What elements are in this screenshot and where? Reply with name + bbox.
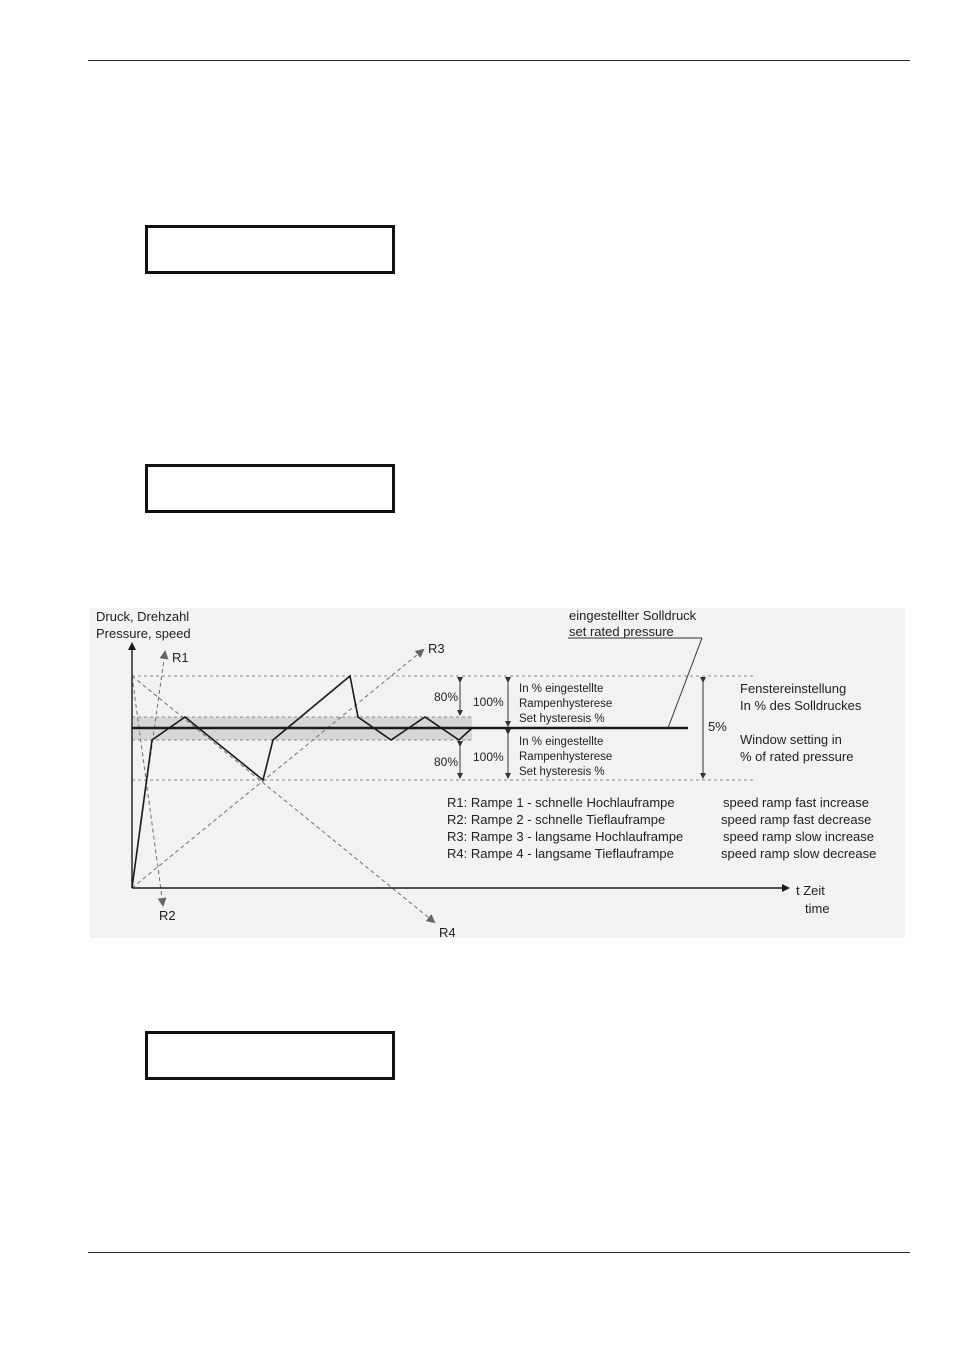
window-de-line1: Fenstereinstellung bbox=[740, 681, 847, 696]
setpoint-label-de: eingestellter Solldruck bbox=[569, 608, 697, 623]
legend-r1-de: R1: Rampe 1 - schnelle Hochlauframpe bbox=[447, 795, 675, 810]
y-axis-label-en: Pressure, speed bbox=[96, 626, 191, 641]
upper-hyst-line1: In % eingestellte bbox=[519, 683, 604, 695]
footer-rule bbox=[88, 1252, 910, 1253]
legend-r4-de: R4: Rampe 4 - langsame Tieflauframpe bbox=[447, 846, 674, 861]
legend-r2-en: speed ramp fast decrease bbox=[721, 812, 872, 827]
upper-outer-pct: 100% bbox=[473, 695, 504, 709]
window-pct: 5% bbox=[708, 719, 727, 734]
upper-hyst-line2: Rampenhysterese bbox=[519, 698, 613, 710]
legend-r4-en: speed ramp slow decrease bbox=[721, 846, 877, 861]
legend-r3-de: R3: Rampe 3 - langsame Hochlauframpe bbox=[447, 829, 684, 844]
x-axis-label-en: time bbox=[805, 901, 830, 916]
legend-r3-en: speed ramp slow increase bbox=[723, 829, 875, 844]
window-de-line2: In % des Solldruckes bbox=[740, 698, 862, 713]
header-rule bbox=[88, 60, 910, 61]
window-en-line2: % of rated pressure bbox=[740, 749, 854, 764]
ramp-r2-label: R2 bbox=[159, 908, 176, 923]
lower-hyst-line2: Rampenhysterese bbox=[519, 751, 613, 763]
upper-inner-pct: 80% bbox=[434, 690, 459, 704]
lcd-display-box-3 bbox=[145, 1031, 395, 1080]
lcd-display-box-2 bbox=[145, 464, 395, 513]
lower-inner-pct: 80% bbox=[434, 755, 459, 769]
ramp-r1-label: R1 bbox=[172, 650, 189, 665]
window-en-line1: Window setting in bbox=[740, 732, 842, 747]
ramp-r4-label: R4 bbox=[439, 925, 456, 940]
lower-outer-pct: 100% bbox=[473, 750, 504, 764]
lcd-display-box-1 bbox=[145, 225, 395, 274]
legend-r1-en: speed ramp fast increase bbox=[723, 795, 869, 810]
pressure-ramp-diagram bbox=[90, 600, 910, 945]
upper-hyst-line3: Set hysteresis % bbox=[519, 713, 605, 725]
legend-r2-de: R2: Rampe 2 - schnelle Tieflauframpe bbox=[447, 812, 666, 827]
x-axis-label-de: t Zeit bbox=[796, 883, 825, 898]
lower-hyst-line1: In % eingestellte bbox=[519, 736, 604, 748]
y-axis-label-de: Druck, Drehzahl bbox=[96, 609, 190, 624]
lower-hyst-line3: Set hysteresis % bbox=[519, 766, 605, 778]
setpoint-label-en: set rated pressure bbox=[569, 624, 674, 639]
ramp-r3-label: R3 bbox=[428, 641, 445, 656]
